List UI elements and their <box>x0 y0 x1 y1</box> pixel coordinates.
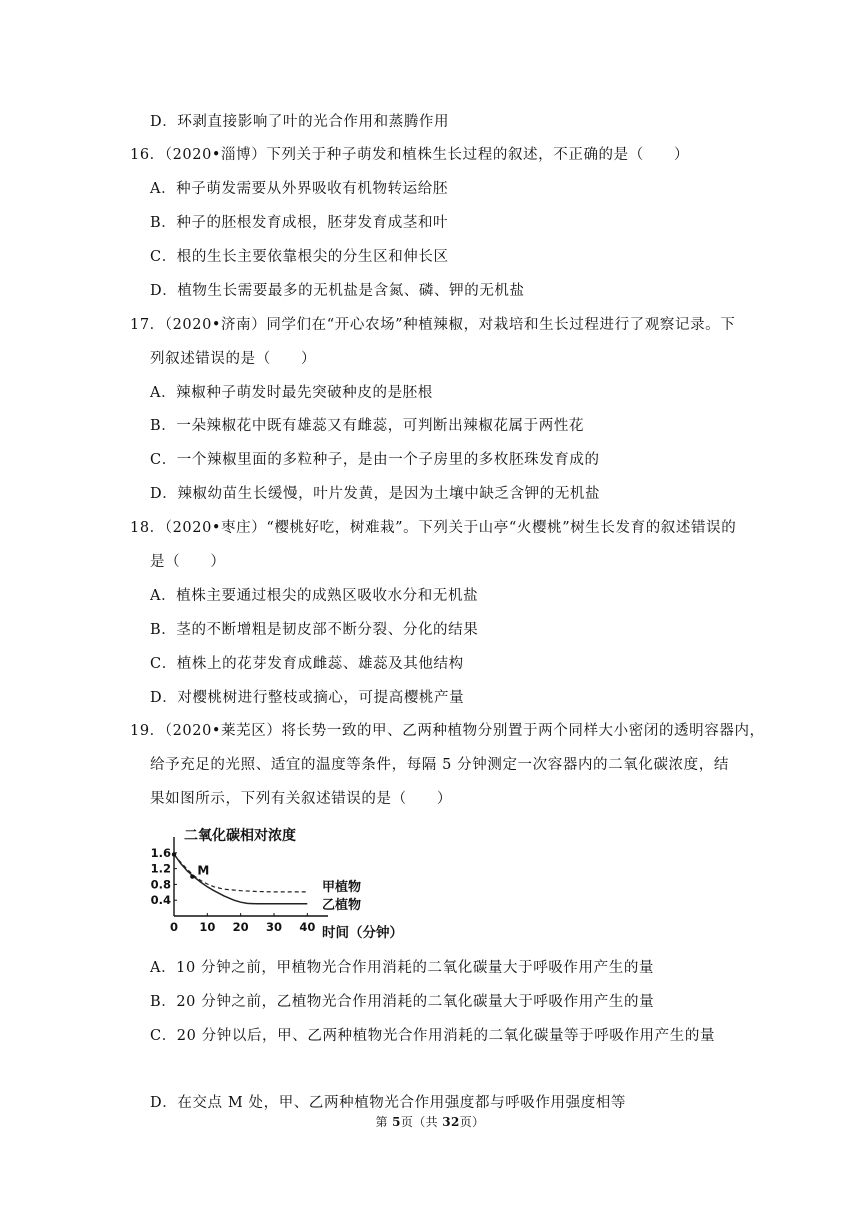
q15-option-d: D．环剥直接影响了叶的光合作用和蒸腾作用 <box>150 114 450 130</box>
q18-option-a: A．植株主要通过根尖的成熟区吸收水分和无机盐 <box>150 588 479 604</box>
y-tick-label: 1.6 <box>150 845 171 860</box>
q19-stem-line2: 给予充足的光照、适宜的温度等条件，每隔 5 分钟测定一次容器内的二氧化碳浓度，结 <box>150 757 729 773</box>
q17-stem-line2: 列叙述错误的是（ ） <box>150 351 317 367</box>
q19-option-c: C．20 分钟以后，甲、乙两种植物光合作用消耗的二氧化碳量等于呼吸作用产生的量 <box>150 1028 716 1044</box>
q19-option-d: D．在交点 M 处，甲、乙两种植物光合作用强度都与呼吸作用强度相等 <box>150 1095 626 1111</box>
q17-option-a: A．辣椒种子萌发时最先突破种皮的是胚根 <box>150 385 433 401</box>
x-tick-label: 30 <box>265 920 283 934</box>
legend-layer <box>322 879 361 913</box>
q16-option-c: C．根的生长主要依靠根尖的分生区和伸长区 <box>150 249 449 265</box>
q16-option-d: D．植物生长需要最多的无机盐是含氮、磷、钾的无机盐 <box>150 283 525 299</box>
q18-stem-line2: 是（ ） <box>150 554 226 570</box>
footer-prefix: 第 <box>375 1115 393 1129</box>
legend-yi: 乙植物 <box>322 898 362 913</box>
y-tick-label: 0.8 <box>150 877 171 892</box>
start-point <box>172 852 176 856</box>
q19-option-b: B．20 分钟之前，乙植物光合作用消耗的二氧化碳量大于呼吸作用产生的量 <box>150 994 655 1010</box>
q19-stem-line3: 果如图所示，下列有关叙述错误的是（ ） <box>150 791 452 807</box>
q19-option-a: A．10 分钟之前，甲植物光合作用消耗的二氧化碳量大于呼吸作用产生的量 <box>150 960 655 976</box>
x-tick-label: 20 <box>232 920 249 934</box>
footer-suffix: 页） <box>459 1115 485 1129</box>
q17-option-c: C．一个辣椒里面的多粒种子，是由一个子房里的多枚胚珠发育成的 <box>150 452 600 468</box>
series-line-jia <box>174 855 307 892</box>
x-tick-label: 10 <box>199 920 216 934</box>
q18-option-c: C．植株上的花芽发育成雌蕊、雄蕊及其他结构 <box>150 656 464 672</box>
point-m-label: M <box>197 863 210 878</box>
q18-option-b: B．茎的不断增粗是韧皮部不断分裂、分化的结果 <box>150 622 479 638</box>
q16-option-b: B．种子的胚根发育成根，胚芽发育成茎和叶 <box>150 215 449 231</box>
q18-option-d: D．对樱桃树进行整枝或摘心，可提高樱桃产量 <box>150 690 465 706</box>
q17-stem-line1: 17．（2020•济南）同学们在“开心农场”种植辣椒，对栽培和生长过程进行了观察记录。下 <box>130 317 736 333</box>
q18-stem-line1: 18．（2020•枣庄）“樱桃好吃，树难栽”。下列关于山亭“火樱桃”树生长发育的叙述错误的 <box>130 520 737 536</box>
chart-title: 二氧化碳相对浓度 <box>184 828 296 844</box>
y-tick-label: 0.4 <box>150 893 171 908</box>
q17-option-b: B．一朵辣椒花中既有雄蕊又有雌蕊，可判断出辣椒花属于两性花 <box>150 418 585 434</box>
x-tick-label: 40 <box>299 920 316 934</box>
x-tick-label: 0 <box>169 920 179 934</box>
q16-stem: 16．（2020•淄博）下列关于种子萌发和植株生长过程的叙述，不正确的是（ ） <box>130 147 690 163</box>
point-m <box>190 874 194 878</box>
footer-page-number: 5 <box>392 1115 401 1129</box>
footer-total-pages: 32 <box>442 1115 460 1129</box>
q17-option-d: D．辣椒幼苗生长缓慢，叶片发黄，是因为土壤中缺乏含钾的无机盐 <box>150 486 601 502</box>
q16-option-a: A．种子萌发需要从外界吸收有机物转运给胚 <box>150 181 448 197</box>
legend-jia: 甲植物 <box>322 880 362 895</box>
page-footer <box>0 1113 860 1130</box>
y-tick-label: 1.2 <box>150 861 171 876</box>
footer-mid: 页（共 <box>400 1115 443 1129</box>
q19-stem-line1: 19．（2020•莱芜区）将长势一致的甲、乙两种植物分别置于两个同样大小密闭的透明容器内， <box>130 723 765 739</box>
x-axis-label: 时间（分钟） <box>322 925 403 941</box>
series-line-yi <box>174 854 307 904</box>
co2-concentration-chart <box>150 823 410 945</box>
series-layer <box>172 852 307 904</box>
